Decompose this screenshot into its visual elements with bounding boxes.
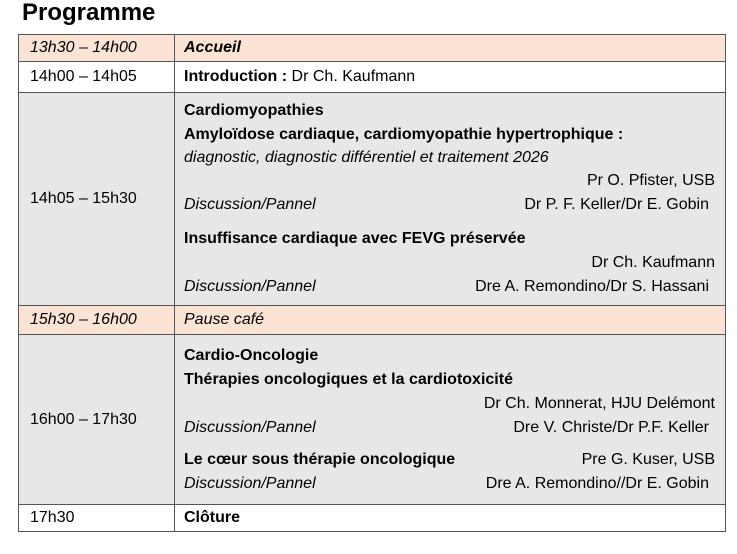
panel-members: Dre A. Remondino//Dr E. Gobin xyxy=(485,474,709,492)
table-row-cardiomyopathies xyxy=(19,93,726,306)
section-title: Cardiomyopathies xyxy=(184,102,324,119)
speaker: Pr O. Pfister, USB xyxy=(586,172,715,189)
table-row-cloture xyxy=(19,505,726,532)
discussion-line xyxy=(184,472,715,496)
discussion-line xyxy=(184,275,715,299)
table-row-introduction xyxy=(19,62,726,93)
discussion-label: Discussion/Pannel xyxy=(184,418,316,436)
session-label: Pause café xyxy=(175,306,726,335)
time-cell: 13h30 – 14h00 xyxy=(19,35,175,62)
discussion-line xyxy=(184,193,715,217)
speaker: Dr Ch. Monnerat, HJU Delémont xyxy=(483,394,715,412)
talk-title: Insuffisance cardiaque avec FEVG préservée xyxy=(184,230,526,247)
programme-table xyxy=(18,34,726,532)
time-cell: 15h30 – 16h00 xyxy=(19,306,175,335)
page-title: Programme xyxy=(22,0,156,26)
table-row-cardio-oncologie xyxy=(19,335,726,505)
talk-title: Thérapies oncologiques et la cardiotoxicité xyxy=(184,370,513,388)
session-cell xyxy=(175,93,726,306)
section-title: Cardio-Oncologie xyxy=(184,346,319,364)
discussion-label: Discussion/Pannel xyxy=(184,196,316,213)
discussion-label: Discussion/Pannel xyxy=(184,278,316,295)
session-label: Clôture xyxy=(175,505,726,532)
time-cell: 14h00 – 14h05 xyxy=(19,62,175,93)
discussion-line xyxy=(184,416,715,440)
panel-members: Dr P. F. Keller/Dr E. Gobin xyxy=(524,196,709,213)
speaker: Dr Ch. Kaufmann xyxy=(591,254,715,271)
talk-line xyxy=(184,448,715,472)
spacer xyxy=(184,440,715,448)
panel-members: Dre V. Christe/Dr P.F. Keller xyxy=(513,418,709,436)
talk-title: Le cœur sous thérapie oncologique xyxy=(184,450,456,468)
talk-title: Amyloïdose cardiaque, cardiomyopathie hypertrophique : xyxy=(184,126,624,143)
speaker: Dr Ch. Kaufmann xyxy=(291,68,416,85)
time-cell: 14h05 – 15h30 xyxy=(19,93,175,306)
time-cell: 17h30 xyxy=(19,505,175,532)
talk-subtitle: diagnostic, diagnostic différentiel et traitement 2026 xyxy=(184,149,549,166)
discussion-label: Discussion/Pannel xyxy=(184,474,316,492)
session-cell xyxy=(175,62,726,93)
session-cell xyxy=(175,335,726,505)
session-label: Introduction : xyxy=(184,68,288,85)
panel-members: Dre A. Remondino/Dr S. Hassani xyxy=(475,278,709,295)
speaker: Pre G. Kuser, USB xyxy=(581,450,715,468)
spacer xyxy=(184,217,715,227)
table-row-accueil xyxy=(19,35,726,62)
table-row-pause xyxy=(19,306,726,335)
session-label: Accueil xyxy=(175,35,726,62)
time-cell: 16h00 – 17h30 xyxy=(19,335,175,505)
